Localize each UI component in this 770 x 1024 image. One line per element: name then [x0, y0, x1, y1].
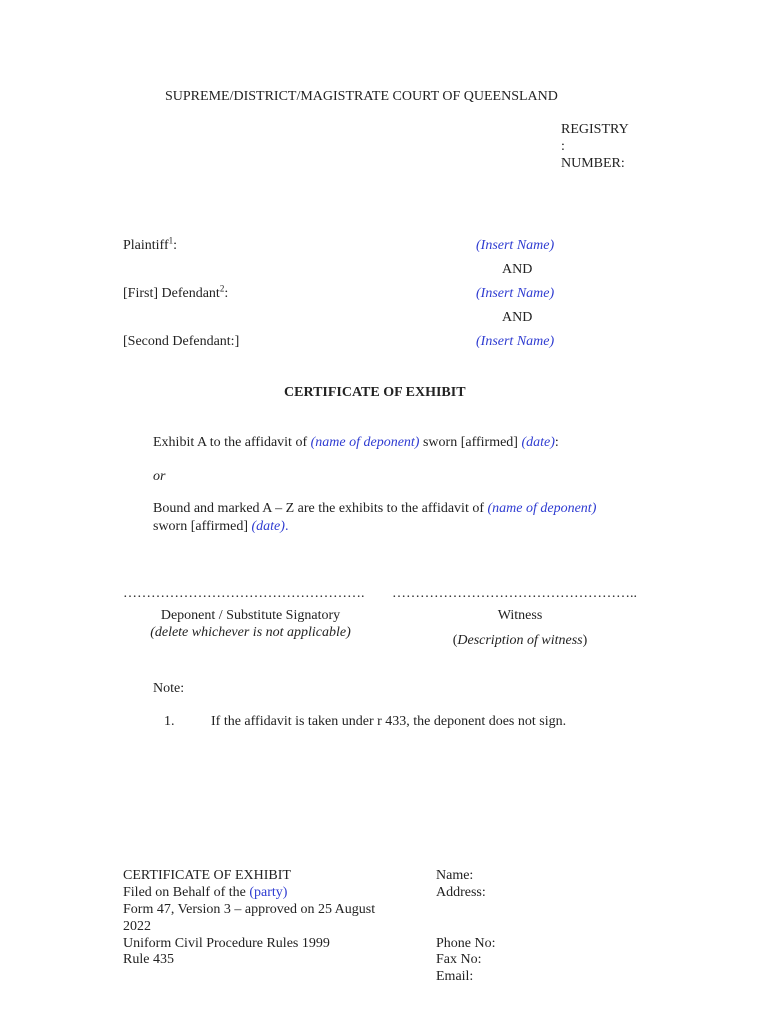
witness-label: Witness	[497, 608, 543, 623]
party-placeholder: (party)	[249, 885, 288, 900]
footer-form-year: 2022	[123, 919, 151, 934]
note-item-text: If the affidavit is taken under r 433, the deponent does not sign.	[211, 714, 567, 729]
footer-fax-label: Fax No:	[436, 952, 482, 967]
footer-address-label: Address:	[436, 885, 486, 900]
footer-form-version: Form 47, Version 3 – approved on 25 August	[123, 902, 376, 917]
first-defendant-name-placeholder: (Insert Name)	[476, 286, 555, 301]
witness-description: (Description of witness)	[452, 633, 588, 648]
footer-form-title: CERTIFICATE OF EXHIBIT	[123, 868, 291, 883]
deponent-signature-line: …………………………………………….	[123, 586, 365, 601]
registry-colon: :	[561, 139, 565, 154]
deponent-name-placeholder: (name of deponent)	[310, 435, 420, 450]
footer-email-label: Email:	[436, 969, 474, 984]
footnote-ref-1: 1	[168, 235, 174, 246]
footer-filed-on-behalf: Filed on Behalf of the (party)	[123, 885, 288, 900]
court-title: SUPREME/DISTRICT/MAGISTRATE COURT OF QUEENSLAND	[165, 89, 558, 104]
bound-paragraph-line1: Bound and marked A – Z are the exhibits to the affidavit of (name of deponent)	[153, 501, 597, 516]
plaintiff-name-placeholder: (Insert Name)	[476, 238, 555, 253]
deponent-name-placeholder-2: (name of deponent)	[487, 501, 597, 516]
registry-label: REGISTRY	[561, 122, 629, 137]
exhibit-paragraph: Exhibit A to the affidavit of (name of deponent) sworn [affirmed] (date):	[153, 435, 559, 450]
date-placeholder-2: (date)	[251, 519, 285, 534]
document-title: CERTIFICATE OF EXHIBIT	[284, 385, 466, 400]
number-label: NUMBER:	[561, 156, 625, 171]
or-text: or	[153, 469, 166, 484]
and-separator-2: AND	[502, 310, 533, 325]
and-separator-1: AND	[502, 262, 533, 277]
plaintiff-label: Plaintiff$^1$:	[123, 235, 178, 253]
bound-paragraph-line2: sworn [affirmed] (date).	[153, 519, 289, 534]
footer-rules: Uniform Civil Procedure Rules 1999	[123, 936, 330, 951]
second-defendant-label: [Second Defendant:]	[123, 334, 240, 349]
footer-phone-label: Phone No:	[436, 936, 496, 951]
date-placeholder: (date)	[521, 435, 555, 450]
footer-name-label: Name:	[436, 868, 474, 883]
second-defendant-name-placeholder: (Insert Name)	[476, 334, 555, 349]
deponent-label: Deponent / Substitute Signatory	[160, 608, 341, 623]
footer-rule-number: Rule 435	[123, 952, 174, 967]
deponent-note: (delete whichever is not applicable)	[150, 625, 351, 640]
footnote-ref-2: 2	[219, 283, 225, 294]
first-defendant-label: [First] Defendant$^2$:	[123, 283, 229, 301]
witness-signature-line: ……………………………………………..	[392, 586, 637, 601]
note-label: Note:	[153, 681, 185, 696]
note-item-number: 1.	[164, 714, 175, 729]
